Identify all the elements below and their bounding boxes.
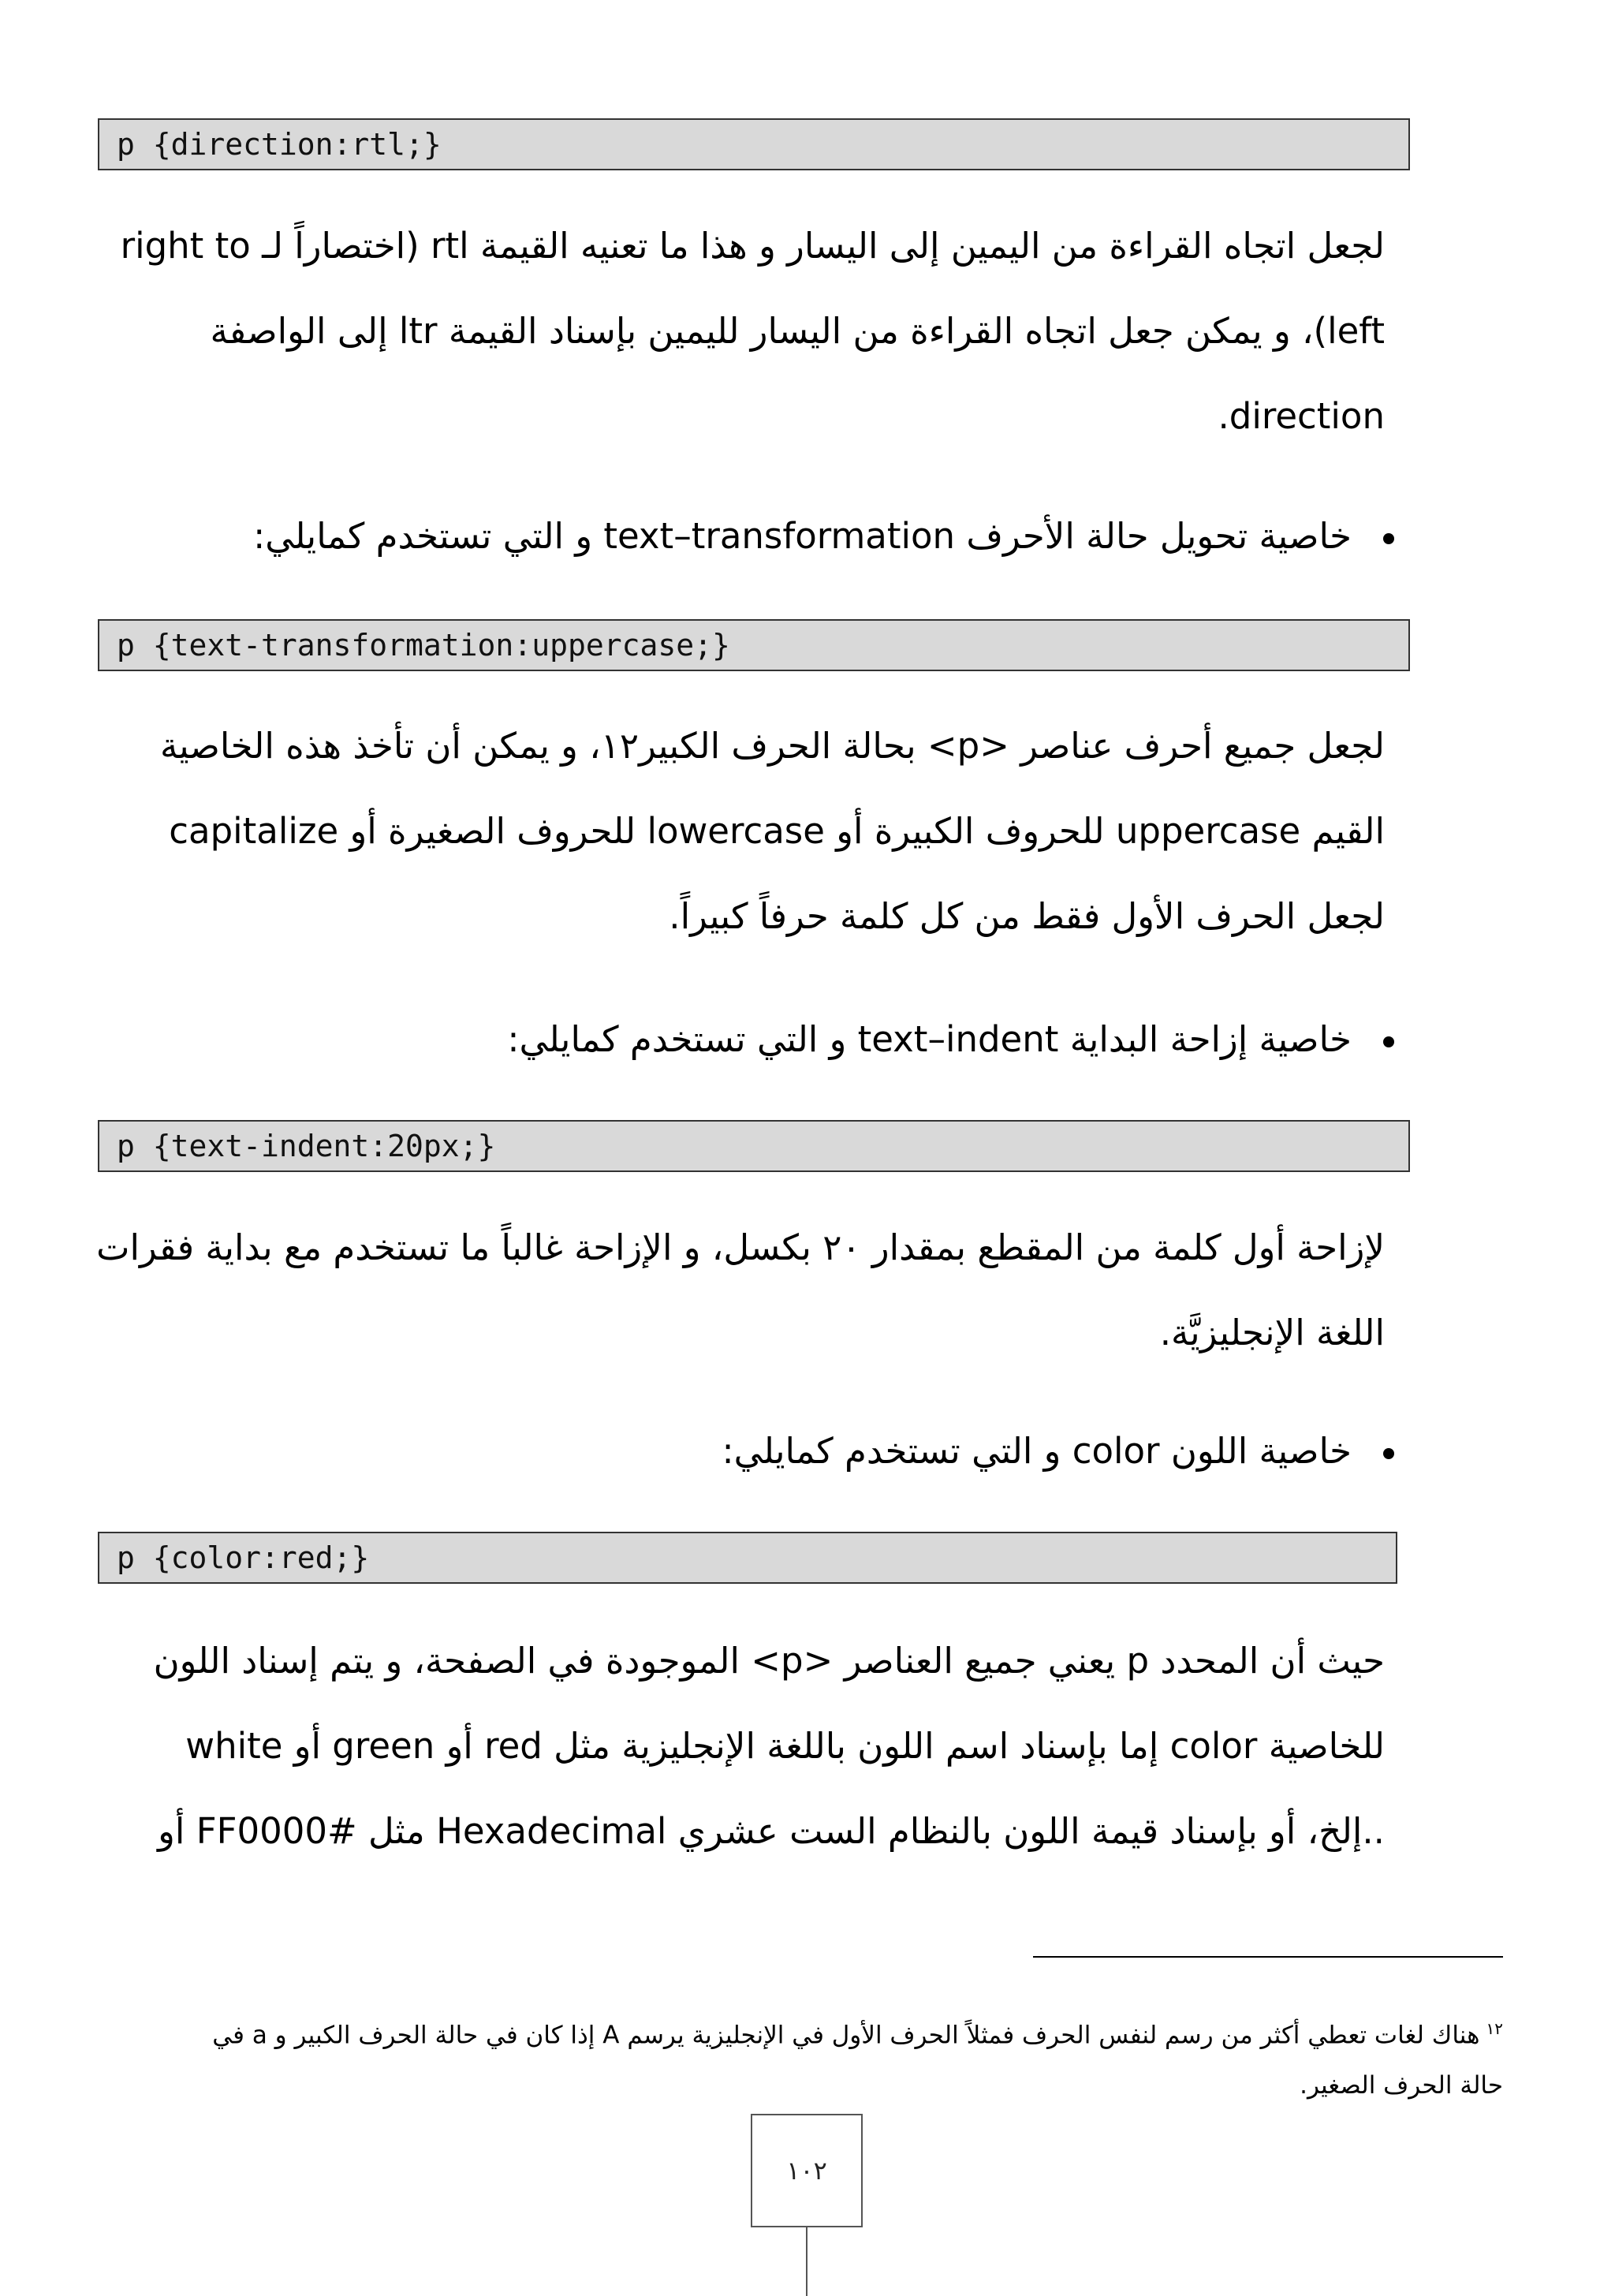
page-number: ١٠٢ <box>751 2114 863 2227</box>
bullet-icon <box>1383 533 1394 544</box>
text-line: لجعل اتجاه القراءة من اليمين إلى اليسار و هذا ما تعنيه القيمة rtl (اختصاراً لـ right to <box>120 225 1385 267</box>
bullet-icon <box>1383 1036 1394 1047</box>
paragraph-direction <box>117 203 1385 459</box>
text-line: direction. <box>1218 395 1385 437</box>
bullet-label: خاصية إزاحة البداية text–indent و التي تستخدم كمايلي: <box>507 1018 1352 1060</box>
text-line: ..إلخ، أو بإسناد قيمة اللون بالنظام الست عشري Hexadecimal مثل #FF0000 أو <box>158 1810 1385 1852</box>
code-block-color: p {color:red;} <box>98 1532 1397 1584</box>
text-line: لجعل الحرف الأول فقط من كل كلمة حرفاً كبيراً. <box>669 895 1385 937</box>
bullet-icon <box>1383 1448 1394 1459</box>
bullet-color <box>117 1412 1394 1491</box>
bullet-text-transformation <box>117 497 1394 576</box>
text-line: لجعل جميع أحرف عناصر <p> بحالة الحرف الكبير١٢، و يمكن أن تأخذ هذه الخاصية <box>159 725 1385 767</box>
bullet-label: خاصية اللون color و التي تستخدم كمايلي: <box>722 1430 1352 1472</box>
text-line: القيم uppercase للحروف الكبيرة أو lowercase للحروف الصغيرة أو capitalize <box>169 810 1385 852</box>
code-block-text-transformation: p {text-transformation:uppercase;} <box>98 619 1410 671</box>
code-block-direction: p {direction:rtl;} <box>98 118 1410 170</box>
footnote-line: $^{١٢}$هناك لغات تعطي أكثر من رسم لنفس الحرف فمثلاً الحرف الأول في الإنجليزية يرسم A إذا كان في حالة الحرف الكبير و a في <box>212 2019 1503 2050</box>
paragraph-color <box>117 1618 1385 1874</box>
page-number-stem <box>806 2227 808 2296</box>
footnote-line: حالة الحرف الصغير. <box>1300 2071 1503 2100</box>
paragraph-text-indent <box>96 1205 1385 1376</box>
bullet-label: خاصية تحويل حالة الأحرف text–transformation و التي تستخدم كمايلي: <box>253 515 1352 557</box>
text-line: للخاصية color إما بإسناد اسم اللون باللغة الإنجليزية مثل red أو green أو white <box>185 1725 1385 1767</box>
code-block-text-indent: p {text-indent:20px;} <box>98 1120 1410 1172</box>
text-line: حيث أن المحدد p يعني جميع العناصر <p> الموجودة في الصفحة، و يتم إسناد اللون <box>153 1640 1385 1682</box>
footnote <box>117 2003 1503 2111</box>
text-line: left)، و يمكن جعل اتجاه القراءة من اليسار لليمين بإسناد القيمة ltr إلى الواصفة <box>210 310 1385 352</box>
footnote-mark: ١٢ <box>1486 2019 1503 2038</box>
footnote-separator <box>1033 1956 1503 1958</box>
text-line: اللغة الإنجليزيَّة. <box>1159 1312 1385 1353</box>
text-line: لإزاحة أول كلمة من المقطع بمقدار ٢٠ بكسل، و الإزاحة غالباً ما تستخدم مع بداية فقرات <box>96 1226 1385 1268</box>
paragraph-text-transformation <box>117 704 1385 959</box>
bullet-text-indent <box>117 1000 1394 1079</box>
